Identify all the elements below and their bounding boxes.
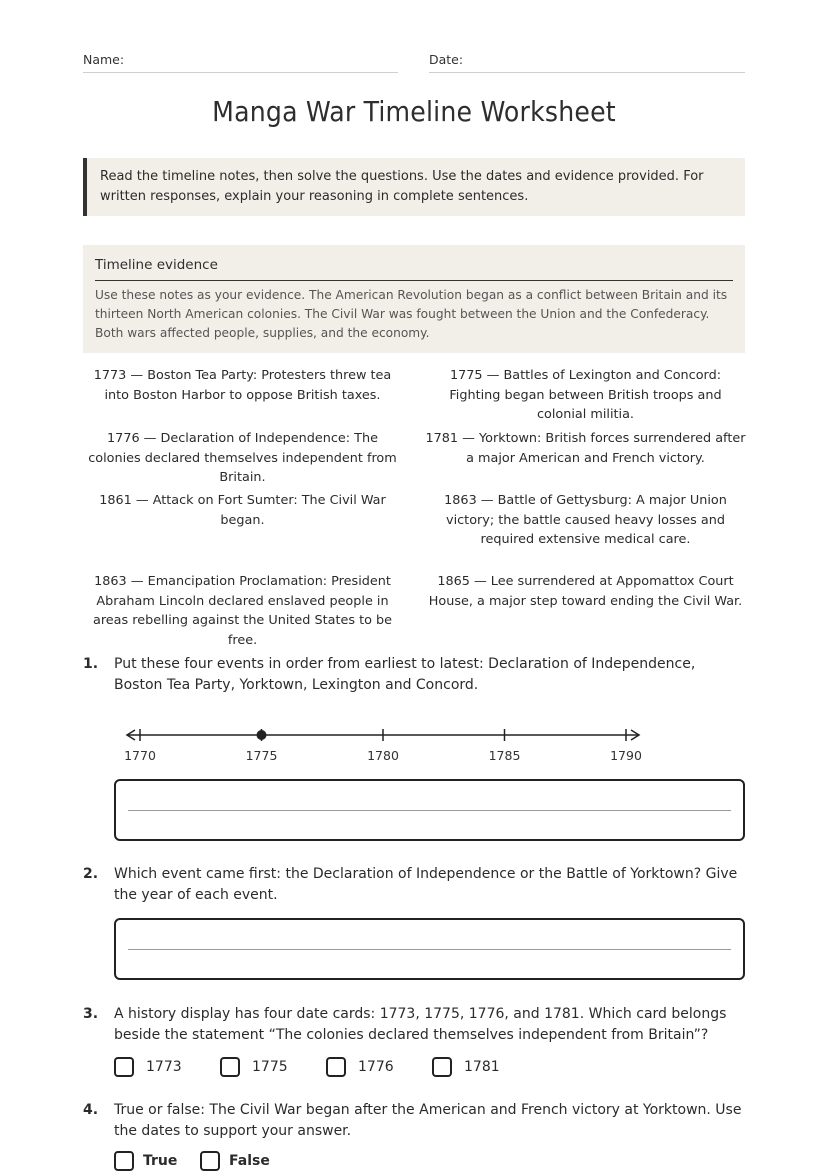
name-date-row: [83, 52, 745, 74]
number-line-tick-label: 1770: [124, 748, 156, 763]
instructions-box: Read the timeline notes, then solve the questions. Use the dates and evidence provided. For written responses, explain your reasoning in complete sentences.: [83, 158, 745, 216]
question-number: 3.: [83, 1006, 99, 1022]
option-label: 1776: [358, 1059, 394, 1075]
timeline-item: 1773 — Boston Tea Party: Protesters threw tea into Boston Harbor to oppose British taxes.: [93, 368, 392, 403]
timeline-item: 1776 — Declaration of Independence: The colonies declared themselves independent from Britain.: [88, 431, 397, 485]
question-text: True or false: The Civil War began after the American and French victory at Yorktown. Use the dates to support your answer.: [114, 1102, 742, 1139]
answer-line: [128, 810, 731, 811]
checkbox[interactable]: [114, 1151, 134, 1171]
question-number: 4.: [83, 1102, 99, 1118]
timeline-item: 1781 — Yorktown: British forces surrendered after a major American and French victory.: [425, 431, 746, 466]
timeline-item: 1775 — Battles of Lexington and Concord: Fighting began between British troops and colonial militia.: [449, 368, 722, 422]
answer-box-2[interactable]: [114, 918, 745, 980]
question-text: Put these four events in order from earliest to latest: Declaration of Independence, Boston Tea Party, Yorktown, Lexington and Concord.: [114, 656, 696, 693]
checkbox[interactable]: [326, 1057, 346, 1077]
option-label: False: [229, 1153, 270, 1169]
timeline-item: 1865 — Lee surrendered at Appomattox Court House, a major step toward ending the Civil War.: [428, 574, 743, 609]
timeline-item: 1863 — Emancipation Proclamation: President Abraham Lincoln declared enslaved people in areas rebelling against the United States to be free.: [92, 574, 392, 648]
name-field[interactable]: [83, 52, 398, 73]
option-label: 1775: [252, 1059, 288, 1075]
number-line-tick-label: 1785: [488, 748, 521, 763]
date-label: Date:: [429, 52, 464, 67]
option-label: True: [143, 1153, 178, 1169]
number-line-tick-label: 1780: [367, 748, 399, 763]
checkbox[interactable]: [432, 1057, 452, 1077]
checkbox[interactable]: [200, 1151, 220, 1171]
option-label: 1781: [464, 1059, 500, 1075]
evidence-text: Use these notes as your evidence. The American Revolution began as a conflict between Britain and its thirteen North American colonies. The Civil War was fought between the Union and the Confederacy. Both wars affected people, supplies, and the economy.: [95, 288, 728, 340]
date-field[interactable]: [429, 52, 745, 73]
number-line-point: [257, 730, 267, 740]
question-number: 1.: [83, 656, 99, 672]
question-text: A history display has four date cards: 1773, 1775, 1776, and 1781. Which card belongs beside the statement “The colonies declared themselves independent from Britain”?: [114, 1006, 727, 1043]
checkbox[interactable]: [114, 1057, 134, 1077]
timeline-item: 1863 — Battle of Gettysburg: A major Union victory; the battle caused heavy losses and required extensive medical care.: [444, 493, 727, 547]
answer-line: [128, 949, 731, 950]
number-line-tick-label: 1775: [245, 748, 278, 763]
number-line-tick-label: 1790: [610, 748, 642, 763]
question-number: 2.: [83, 866, 99, 882]
question-text: Which event came first: the Declaration of Independence or the Battle of Yorktown? Give the year of each event.: [114, 866, 738, 903]
number-line-axis: [113, 722, 653, 748]
option-label: 1773: [146, 1059, 182, 1075]
page-title: Manga War Timeline Worksheet: [212, 95, 616, 128]
checkbox[interactable]: [220, 1057, 240, 1077]
answer-box-1[interactable]: [114, 779, 745, 841]
timeline-item: 1861 — Attack on Fort Sumter: The Civil War began.: [99, 493, 386, 528]
evidence-box: [83, 245, 745, 353]
number-line: [113, 722, 653, 772]
evidence-title: Timeline evidence: [95, 257, 733, 281]
name-label: Name:: [83, 52, 125, 67]
